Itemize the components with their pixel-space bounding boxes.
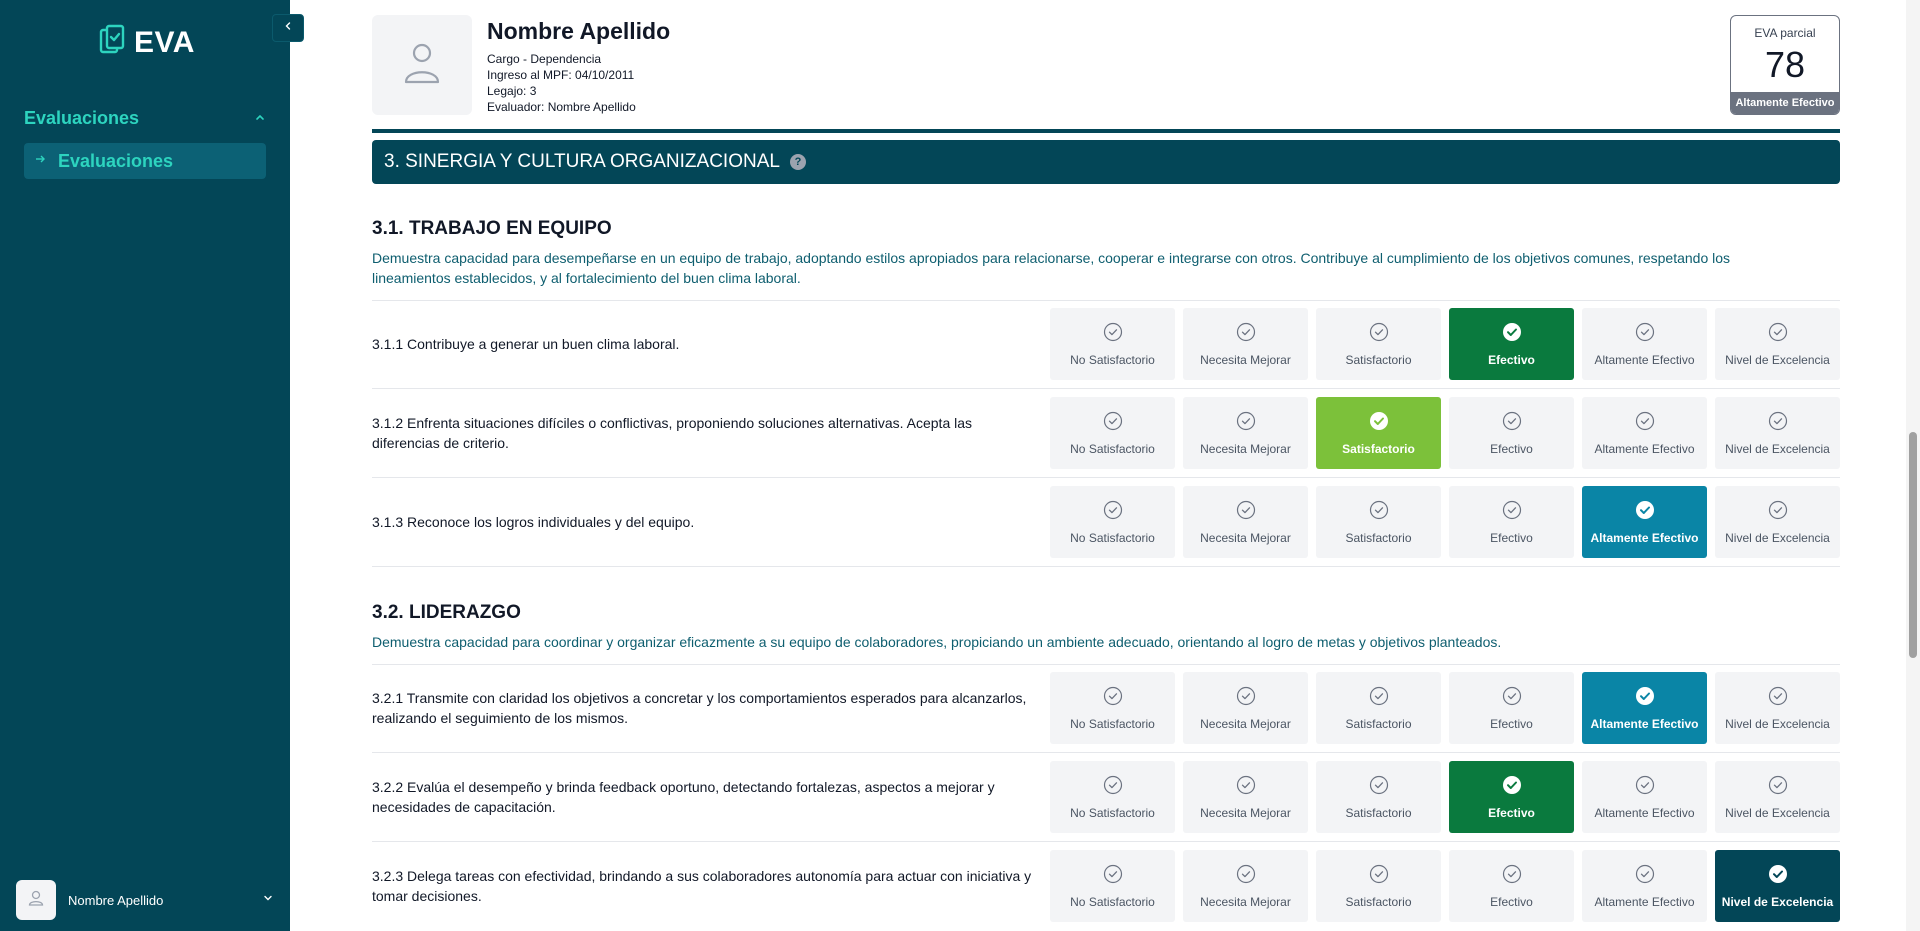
rating-option-label: Nivel de Excelencia [1725, 805, 1830, 820]
check-circle-filled-icon [1502, 322, 1522, 347]
rating-option-label: Necesita Mejorar [1200, 894, 1291, 909]
rating-option-label: Altamente Efectivo [1594, 352, 1695, 367]
rating-options [1050, 397, 1840, 469]
rating-option-no-satisfactorio[interactable] [1050, 761, 1175, 833]
rating-option-label: Satisfactorio [1342, 441, 1415, 456]
sidebar-item-evaluaciones[interactable] [24, 143, 266, 179]
rating-option-nivel-de-excelencia[interactable] [1715, 308, 1840, 380]
profile-details [487, 51, 636, 115]
rating-option-necesita-mejorar[interactable] [1183, 397, 1308, 469]
check-circle-icon [1369, 864, 1389, 889]
rating-option-necesita-mejorar[interactable] [1183, 850, 1308, 922]
sidebar [0, 0, 290, 931]
check-circle-icon [1236, 686, 1256, 711]
rating-option-label: No Satisfactorio [1070, 441, 1155, 456]
collapse-sidebar-button[interactable] [272, 14, 304, 42]
chevron-left-icon [282, 19, 294, 37]
rating-option-efectivo[interactable] [1449, 397, 1574, 469]
eva-score: 78 [1764, 44, 1806, 85]
rating-option-nivel-de-excelencia[interactable] [1715, 486, 1840, 558]
rating-options [1050, 761, 1840, 833]
rating-option-no-satisfactorio[interactable] [1050, 308, 1175, 380]
rating-options [1050, 850, 1840, 922]
rating-option-label: No Satisfactorio [1070, 805, 1155, 820]
rating-option-label: Altamente Efectivo [1594, 441, 1695, 456]
rating-option-altamente-efectivo[interactable] [1582, 850, 1707, 922]
profile-evaluador: Evaluador: Nombre Apellido [487, 100, 636, 114]
subsection-description: Demuestra capacidad para desempeñarse en un equipo de trabajo, adoptando estilos apropiados para relacionarse, cooperar e integrarse con otros. Contribuye al cumplimiento de los objetivos comunes, respetando los lineamientos establecidos, y al fortalecimiento del buen clima laboral. [372, 250, 1731, 286]
rating-option-label: Satisfactorio [1345, 530, 1412, 545]
app-logo[interactable] [98, 24, 195, 61]
check-circle-filled-icon [1635, 500, 1655, 525]
rating-option-label: Efectivo [1490, 530, 1533, 545]
rating-option-satisfactorio[interactable] [1316, 850, 1441, 922]
check-circle-icon [1369, 322, 1389, 347]
criterion-text: 3.2.2 Evalúa el desempeño y brinda feedback oportuno, detectando fortalezas, aspectos a mejorar y necesidades de capacitación. [372, 779, 995, 815]
rating-option-efectivo[interactable] [1449, 308, 1574, 380]
check-circle-icon [1103, 500, 1123, 525]
check-circle-icon [1369, 500, 1389, 525]
check-circle-icon [1236, 411, 1256, 436]
check-circle-icon [1768, 411, 1788, 436]
subsection-description: Demuestra capacidad para coordinar y organizar eficazmente a su equipo de colaboradores, propiciando un ambiente adecuado, orientando al logro de metas y objetivos planteados. [372, 634, 1502, 650]
eva-status-badge: Altamente Efectivo [1731, 92, 1839, 114]
check-circle-icon [1236, 322, 1256, 347]
nav-group-evaluaciones[interactable] [24, 108, 266, 129]
rating-option-label: Necesita Mejorar [1200, 805, 1291, 820]
rating-option-efectivo[interactable] [1449, 486, 1574, 558]
clipboard-check-icon [98, 24, 126, 61]
rating-option-no-satisfactorio[interactable] [1050, 850, 1175, 922]
check-circle-icon [1236, 775, 1256, 800]
rating-option-altamente-efectivo[interactable] [1582, 672, 1707, 744]
rating-option-label: Altamente Efectivo [1594, 894, 1695, 909]
rating-option-necesita-mejorar[interactable] [1183, 308, 1308, 380]
rating-option-nivel-de-excelencia[interactable] [1715, 672, 1840, 744]
check-circle-icon [1635, 322, 1655, 347]
divider [372, 566, 1840, 567]
rating-option-label: Nivel de Excelencia [1725, 530, 1830, 545]
check-circle-icon [1768, 322, 1788, 347]
check-circle-icon [1768, 686, 1788, 711]
header-divider [372, 129, 1840, 133]
check-circle-icon [1502, 411, 1522, 436]
rating-option-efectivo[interactable] [1449, 761, 1574, 833]
rating-options [1050, 308, 1840, 380]
user-menu[interactable] [16, 880, 274, 920]
check-circle-icon [1768, 500, 1788, 525]
chevron-up-icon [254, 110, 266, 128]
check-circle-icon [1236, 500, 1256, 525]
rating-option-altamente-efectivo[interactable] [1582, 397, 1707, 469]
rating-option-label: Efectivo [1488, 805, 1535, 820]
rating-option-label: Nivel de Excelencia [1725, 352, 1830, 367]
subsection-title: 3.2. LIDERAZGO [372, 602, 521, 623]
rating-option-label: Satisfactorio [1345, 352, 1412, 367]
check-circle-icon [1103, 864, 1123, 889]
avatar [16, 880, 56, 920]
scrollbar-thumb[interactable] [1909, 432, 1917, 658]
profile-role: Cargo - Dependencia [487, 52, 602, 66]
rating-option-no-satisfactorio[interactable] [1050, 672, 1175, 744]
section-banner [372, 140, 1840, 184]
rating-option-label: No Satisfactorio [1070, 716, 1155, 731]
rating-option-label: Necesita Mejorar [1200, 716, 1291, 731]
rating-option-no-satisfactorio[interactable] [1050, 397, 1175, 469]
rating-options [1050, 672, 1840, 744]
check-circle-icon [1103, 411, 1123, 436]
rating-option-satisfactorio[interactable] [1316, 397, 1441, 469]
rating-option-label: Satisfactorio [1345, 716, 1412, 731]
rating-option-necesita-mejorar[interactable] [1183, 672, 1308, 744]
divider [372, 841, 1840, 842]
check-circle-icon [1768, 775, 1788, 800]
rating-option-label: Satisfactorio [1345, 805, 1412, 820]
rating-option-satisfactorio[interactable] [1316, 308, 1441, 380]
chevron-down-icon [262, 891, 274, 909]
rating-option-label: Altamente Efectivo [1590, 716, 1699, 731]
rating-option-label: Nivel de Excelencia [1725, 716, 1830, 731]
scrollbar[interactable] [1906, 0, 1920, 931]
eva-label: EVA parcial [1754, 26, 1816, 40]
help-icon[interactable]: ? [790, 154, 806, 170]
divider [372, 664, 1840, 665]
check-circle-icon [1236, 864, 1256, 889]
sidebar-item-label: Evaluaciones [58, 150, 174, 171]
rating-option-label: Necesita Mejorar [1200, 441, 1291, 456]
rating-option-label: Efectivo [1490, 894, 1533, 909]
check-circle-icon [1103, 322, 1123, 347]
check-circle-filled-icon [1502, 775, 1522, 800]
arrow-right-icon [34, 152, 46, 170]
nav-group-label: Evaluaciones [24, 108, 140, 128]
criterion-text: 3.1.2 Enfrenta situaciones difíciles o conflictivas, proponiendo soluciones alternativas. Acepta las diferencias de criterio. [372, 415, 973, 451]
rating-option-altamente-efectivo[interactable] [1582, 486, 1707, 558]
profile-photo [372, 15, 472, 115]
rating-option-label: Altamente Efectivo [1590, 530, 1699, 545]
rating-option-satisfactorio[interactable] [1316, 761, 1441, 833]
divider [372, 752, 1840, 753]
section-title: 3. SINERGIA Y CULTURA ORGANIZACIONAL [384, 151, 780, 172]
divider [372, 388, 1840, 389]
subsection-title: 3.1. TRABAJO EN EQUIPO [372, 218, 612, 239]
rating-option-label: Nivel de Excelencia [1725, 441, 1830, 456]
app-name: EVA [134, 25, 195, 59]
rating-option-label: Necesita Mejorar [1200, 530, 1291, 545]
rating-option-satisfactorio[interactable] [1316, 672, 1441, 744]
rating-option-label: Nivel de Excelencia [1721, 894, 1834, 909]
rating-option-satisfactorio[interactable] [1316, 486, 1441, 558]
check-circle-icon [1635, 775, 1655, 800]
rating-option-label: Efectivo [1488, 352, 1535, 367]
profile-name: Nombre Apellido [487, 18, 671, 44]
rating-option-efectivo[interactable] [1449, 672, 1574, 744]
divider [372, 300, 1840, 301]
rating-option-no-satisfactorio[interactable] [1050, 486, 1175, 558]
check-circle-icon [1635, 864, 1655, 889]
rating-option-label: No Satisfactorio [1070, 894, 1155, 909]
criterion-text: 3.2.1 Transmite con claridad los objetivos a concretar y los comportamientos esperados para alcanzarlos, realizando el seguimiento de los mismos. [372, 690, 1027, 726]
rating-option-altamente-efectivo[interactable] [1582, 761, 1707, 833]
check-circle-icon [1369, 686, 1389, 711]
rating-option-necesita-mejorar[interactable] [1183, 761, 1308, 833]
check-circle-icon [1502, 686, 1522, 711]
check-circle-icon [1369, 775, 1389, 800]
criterion-text: 3.1.3 Reconoce los logros individuales y del equipo. [372, 514, 695, 530]
check-circle-icon [1635, 411, 1655, 436]
eva-score-card [1730, 15, 1840, 115]
rating-option-label: Efectivo [1490, 716, 1533, 731]
rating-option-altamente-efectivo[interactable] [1582, 308, 1707, 380]
rating-option-efectivo[interactable] [1449, 850, 1574, 922]
rating-option-label: Altamente Efectivo [1594, 805, 1695, 820]
divider [372, 477, 1840, 478]
rating-option-label: Necesita Mejorar [1200, 352, 1291, 367]
rating-option-necesita-mejorar[interactable] [1183, 486, 1308, 558]
rating-option-label: Satisfactorio [1345, 894, 1412, 909]
rating-option-label: No Satisfactorio [1070, 352, 1155, 367]
user-icon [26, 888, 46, 913]
check-circle-filled-icon [1768, 864, 1788, 889]
criterion-text: 3.1.1 Contribuye a generar un buen clima laboral. [372, 336, 680, 352]
rating-options [1050, 486, 1840, 558]
criterion-text: 3.2.3 Delega tareas con efectividad, brindando a sus colaboradores autonomía para actuar con iniciativa y tomar decisiones. [372, 868, 1032, 904]
user-icon [400, 39, 444, 92]
rating-option-nivel-de-excelencia[interactable] [1715, 850, 1840, 922]
check-circle-icon [1502, 864, 1522, 889]
rating-option-nivel-de-excelencia[interactable] [1715, 761, 1840, 833]
rating-option-label: Efectivo [1490, 441, 1533, 456]
check-circle-icon [1502, 500, 1522, 525]
check-circle-filled-icon [1369, 411, 1389, 436]
check-circle-icon [1103, 686, 1123, 711]
user-name: Nombre Apellido [68, 892, 164, 908]
rating-option-nivel-de-excelencia[interactable] [1715, 397, 1840, 469]
profile-legajo: Legajo: 3 [487, 84, 537, 98]
check-circle-filled-icon [1635, 686, 1655, 711]
profile-ingreso: Ingreso al MPF: 04/10/2011 [487, 68, 635, 82]
check-circle-icon [1103, 775, 1123, 800]
rating-option-label: No Satisfactorio [1070, 530, 1155, 545]
